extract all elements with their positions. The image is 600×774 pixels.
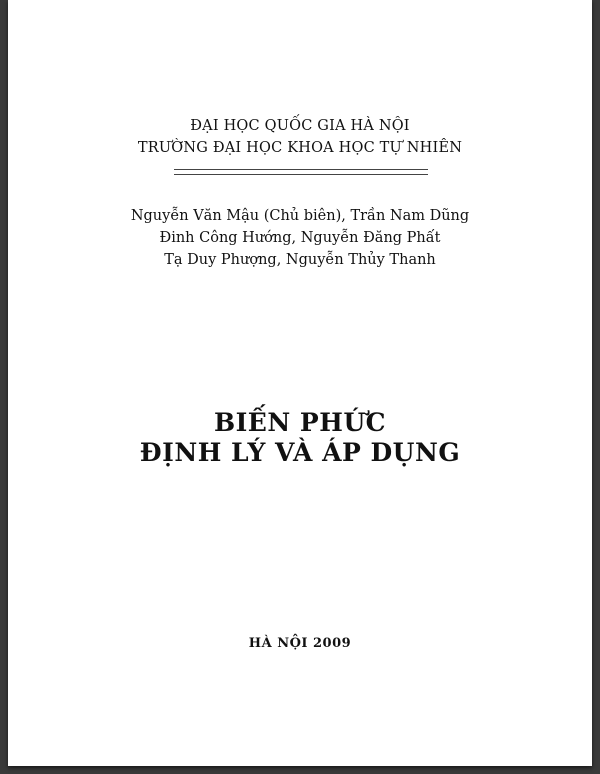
authors-line-3: Tạ Duy Phượng, Nguyễn Thủy Thanh xyxy=(164,252,436,268)
document-page xyxy=(8,0,592,766)
university-name: ĐẠI HỌC QUỐC GIA HÀ NỘI xyxy=(190,118,410,134)
authors-line-1: Nguyễn Văn Mậu (Chủ biên), Trần Nam Dũng xyxy=(130,208,470,224)
authors-line-2: Đinh Công Hướng, Nguyễn Đăng Phất xyxy=(159,230,441,246)
header-divider xyxy=(174,169,428,175)
book-title-line-2: ĐỊNH LÝ VÀ ÁP DỤNG xyxy=(139,438,461,467)
place-year: HÀ NỘI 2009 xyxy=(248,636,352,651)
book-title-line-1: BIẾN PHỨC xyxy=(213,408,387,437)
school-name: TRƯỜNG ĐẠI HỌC KHOA HỌC TỰ NHIÊN xyxy=(137,140,463,156)
